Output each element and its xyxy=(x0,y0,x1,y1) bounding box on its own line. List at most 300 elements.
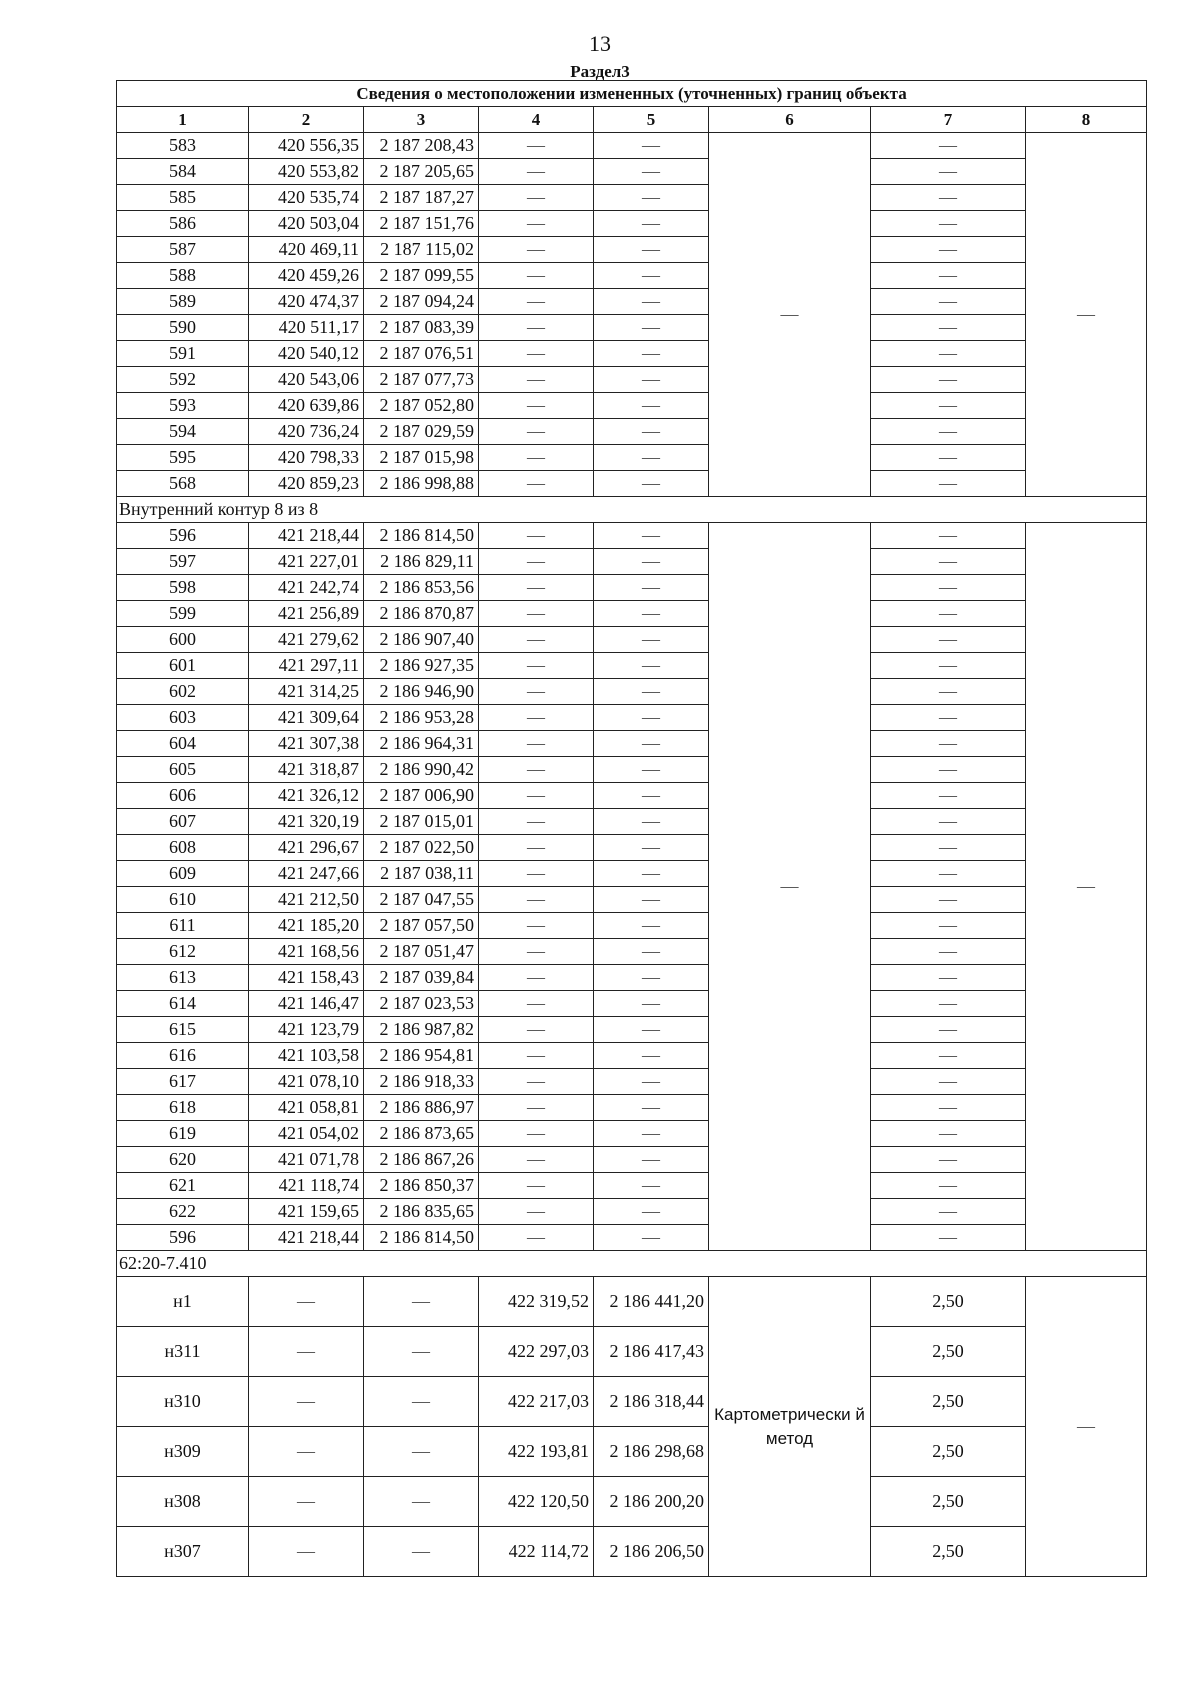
old-y-cell: — xyxy=(364,1527,479,1577)
point-id-cell: 606 xyxy=(117,783,249,809)
point-id-cell: 612 xyxy=(117,939,249,965)
new-x-cell: 422 193,81 xyxy=(479,1427,594,1477)
accuracy-cell: — xyxy=(871,185,1026,211)
new-x-cell: — xyxy=(479,289,594,315)
point-id-cell: 615 xyxy=(117,1017,249,1043)
new-y-cell: — xyxy=(594,965,709,991)
old-y-cell: — xyxy=(364,1477,479,1527)
accuracy-cell: — xyxy=(871,1225,1026,1251)
old-y-cell: 2 186 987,82 xyxy=(364,1017,479,1043)
old-y-cell: 2 187 099,55 xyxy=(364,263,479,289)
point-id-cell: 611 xyxy=(117,913,249,939)
old-y-cell: 2 187 015,98 xyxy=(364,445,479,471)
table-row xyxy=(117,1121,1147,1147)
table-row xyxy=(117,809,1147,835)
old-x-cell: 420 535,74 xyxy=(249,185,364,211)
old-y-cell: 2 187 151,76 xyxy=(364,211,479,237)
old-x-cell: 420 540,12 xyxy=(249,341,364,367)
contour-heading: 62:20-7.410 xyxy=(117,1251,1147,1277)
new-y-cell: — xyxy=(594,601,709,627)
new-x-cell: — xyxy=(479,575,594,601)
new-x-cell: — xyxy=(479,419,594,445)
method-cell: — xyxy=(709,133,871,497)
new-y-cell: 2 186 200,20 xyxy=(594,1477,709,1527)
point-id-cell: 608 xyxy=(117,835,249,861)
old-x-cell: 421 123,79 xyxy=(249,1017,364,1043)
point-id-cell: 613 xyxy=(117,965,249,991)
point-id-cell: 602 xyxy=(117,679,249,705)
new-x-cell: — xyxy=(479,445,594,471)
new-x-cell: — xyxy=(479,1121,594,1147)
old-x-cell: 421 297,11 xyxy=(249,653,364,679)
table-row xyxy=(117,861,1147,887)
table-row xyxy=(117,1095,1147,1121)
table-row xyxy=(117,289,1147,315)
old-x-cell: 421 103,58 xyxy=(249,1043,364,1069)
old-y-cell: — xyxy=(364,1377,479,1427)
table-row xyxy=(117,965,1147,991)
old-y-cell: 2 186 946,90 xyxy=(364,679,479,705)
old-y-cell: 2 186 990,42 xyxy=(364,757,479,783)
table-row xyxy=(117,1043,1147,1069)
old-x-cell: 420 474,37 xyxy=(249,289,364,315)
old-y-cell: 2 186 853,56 xyxy=(364,575,479,601)
accuracy-cell: — xyxy=(871,1173,1026,1199)
old-y-cell: 2 186 814,50 xyxy=(364,1225,479,1251)
accuracy-cell: — xyxy=(871,835,1026,861)
new-y-cell: — xyxy=(594,627,709,653)
old-y-cell: 2 186 964,31 xyxy=(364,731,479,757)
new-x-cell: — xyxy=(479,1095,594,1121)
table-row xyxy=(117,653,1147,679)
old-x-cell: 421 314,25 xyxy=(249,679,364,705)
new-y-cell: — xyxy=(594,757,709,783)
new-y-cell: — xyxy=(594,913,709,939)
old-y-cell: — xyxy=(364,1427,479,1477)
point-id-cell: 604 xyxy=(117,731,249,757)
old-x-cell: 421 247,66 xyxy=(249,861,364,887)
section-heading-row xyxy=(117,1251,1147,1277)
point-id-cell: 585 xyxy=(117,185,249,211)
point-id-cell: 589 xyxy=(117,289,249,315)
table-row xyxy=(117,1377,1147,1427)
table-row xyxy=(117,575,1147,601)
new-y-cell: — xyxy=(594,185,709,211)
accuracy-cell: — xyxy=(871,133,1026,159)
new-y-cell: — xyxy=(594,237,709,263)
old-x-cell: 420 511,17 xyxy=(249,315,364,341)
accuracy-cell: — xyxy=(871,393,1026,419)
new-y-cell: — xyxy=(594,393,709,419)
table-row xyxy=(117,315,1147,341)
point-id-cell: 620 xyxy=(117,1147,249,1173)
accuracy-cell: — xyxy=(871,315,1026,341)
accuracy-cell: — xyxy=(871,549,1026,575)
table-row xyxy=(117,601,1147,627)
description-cell: — xyxy=(1026,523,1147,1251)
point-id-cell: 595 xyxy=(117,445,249,471)
point-id-cell: 586 xyxy=(117,211,249,237)
table-row xyxy=(117,471,1147,497)
table-title: Сведения о местоположении измененных (уточненных) границ объекта xyxy=(117,81,1147,107)
new-x-cell: 422 217,03 xyxy=(479,1377,594,1427)
old-x-cell: 421 168,56 xyxy=(249,939,364,965)
old-y-cell: 2 186 918,33 xyxy=(364,1069,479,1095)
description-cell: — xyxy=(1026,133,1147,497)
new-y-cell: — xyxy=(594,133,709,159)
old-x-cell: 421 218,44 xyxy=(249,1225,364,1251)
old-x-cell: 421 118,74 xyxy=(249,1173,364,1199)
old-x-cell: 420 556,35 xyxy=(249,133,364,159)
accuracy-cell: — xyxy=(871,627,1026,653)
accuracy-cell: — xyxy=(871,913,1026,939)
old-y-cell: 2 187 047,55 xyxy=(364,887,479,913)
old-x-cell: — xyxy=(249,1327,364,1377)
column-header: 4 xyxy=(479,107,594,133)
old-y-cell: — xyxy=(364,1327,479,1377)
new-y-cell: — xyxy=(594,1225,709,1251)
accuracy-cell: — xyxy=(871,1121,1026,1147)
header-row xyxy=(117,107,1147,133)
old-y-cell: 2 186 954,81 xyxy=(364,1043,479,1069)
point-id-cell: 593 xyxy=(117,393,249,419)
point-id-cell: 603 xyxy=(117,705,249,731)
new-y-cell: — xyxy=(594,341,709,367)
point-id-cell: 614 xyxy=(117,991,249,1017)
new-x-cell: — xyxy=(479,653,594,679)
old-x-cell: 421 309,64 xyxy=(249,705,364,731)
accuracy-cell: — xyxy=(871,783,1026,809)
accuracy-cell: 2,50 xyxy=(871,1427,1026,1477)
description-cell: — xyxy=(1026,1277,1147,1577)
column-header: 8 xyxy=(1026,107,1147,133)
table-row xyxy=(117,939,1147,965)
table-row xyxy=(117,835,1147,861)
old-y-cell: 2 186 953,28 xyxy=(364,705,479,731)
table-row xyxy=(117,1277,1147,1327)
point-id-cell: 597 xyxy=(117,549,249,575)
table-row xyxy=(117,237,1147,263)
accuracy-cell: — xyxy=(871,289,1026,315)
table-row xyxy=(117,211,1147,237)
method-cell: Картометрически й метод xyxy=(709,1277,871,1577)
new-y-cell: — xyxy=(594,1173,709,1199)
old-y-cell: 2 186 835,65 xyxy=(364,1199,479,1225)
table-row xyxy=(117,1225,1147,1251)
point-id-cell: 622 xyxy=(117,1199,249,1225)
table-row xyxy=(117,783,1147,809)
new-y-cell: — xyxy=(594,653,709,679)
boundary-table xyxy=(116,80,1147,1577)
new-x-cell: — xyxy=(479,809,594,835)
new-y-cell: — xyxy=(594,419,709,445)
point-id-cell: 609 xyxy=(117,861,249,887)
old-x-cell: 420 639,86 xyxy=(249,393,364,419)
table-row xyxy=(117,393,1147,419)
accuracy-cell: — xyxy=(871,991,1026,1017)
point-id-cell: 584 xyxy=(117,159,249,185)
new-x-cell: — xyxy=(479,367,594,393)
new-x-cell: — xyxy=(479,471,594,497)
new-x-cell: — xyxy=(479,783,594,809)
old-y-cell: 2 187 015,01 xyxy=(364,809,479,835)
new-x-cell: — xyxy=(479,315,594,341)
new-y-cell: — xyxy=(594,211,709,237)
old-x-cell: 421 279,62 xyxy=(249,627,364,653)
table-row xyxy=(117,627,1147,653)
old-x-cell: 420 459,26 xyxy=(249,263,364,289)
accuracy-cell: — xyxy=(871,575,1026,601)
point-id-cell: 599 xyxy=(117,601,249,627)
table-row xyxy=(117,1477,1147,1527)
old-y-cell: 2 186 850,37 xyxy=(364,1173,479,1199)
new-y-cell: — xyxy=(594,1017,709,1043)
new-y-cell: — xyxy=(594,549,709,575)
old-x-cell: 421 326,12 xyxy=(249,783,364,809)
new-x-cell: — xyxy=(479,965,594,991)
accuracy-cell: — xyxy=(871,263,1026,289)
new-y-cell: 2 186 206,50 xyxy=(594,1527,709,1577)
accuracy-cell: — xyxy=(871,939,1026,965)
new-y-cell: — xyxy=(594,1069,709,1095)
old-x-cell: 421 185,20 xyxy=(249,913,364,939)
table-row xyxy=(117,991,1147,1017)
old-y-cell: 2 187 039,84 xyxy=(364,965,479,991)
new-x-cell: — xyxy=(479,159,594,185)
new-y-cell: — xyxy=(594,471,709,497)
accuracy-cell: 2,50 xyxy=(871,1527,1026,1577)
new-y-cell: — xyxy=(594,705,709,731)
new-y-cell: — xyxy=(594,1147,709,1173)
old-y-cell: 2 187 057,50 xyxy=(364,913,479,939)
column-header: 3 xyxy=(364,107,479,133)
old-y-cell: 2 186 870,87 xyxy=(364,601,479,627)
table-row xyxy=(117,1173,1147,1199)
old-y-cell: 2 187 077,73 xyxy=(364,367,479,393)
new-x-cell: 422 120,50 xyxy=(479,1477,594,1527)
section-heading-row xyxy=(117,497,1147,523)
point-id-cell: 596 xyxy=(117,523,249,549)
accuracy-cell: — xyxy=(871,965,1026,991)
new-x-cell: — xyxy=(479,991,594,1017)
accuracy-cell: — xyxy=(871,1147,1026,1173)
new-x-cell: — xyxy=(479,237,594,263)
accuracy-cell: — xyxy=(871,211,1026,237)
column-header: 5 xyxy=(594,107,709,133)
table-body xyxy=(117,81,1147,1577)
old-y-cell: 2 187 115,02 xyxy=(364,237,479,263)
table-row xyxy=(117,523,1147,549)
accuracy-cell: — xyxy=(871,653,1026,679)
old-x-cell: — xyxy=(249,1477,364,1527)
old-y-cell: — xyxy=(364,1277,479,1327)
new-y-cell: — xyxy=(594,731,709,757)
new-y-cell: — xyxy=(594,1095,709,1121)
table-row xyxy=(117,1147,1147,1173)
point-id-cell: н308 xyxy=(117,1477,249,1527)
new-y-cell: — xyxy=(594,835,709,861)
table-row xyxy=(117,549,1147,575)
new-y-cell: — xyxy=(594,445,709,471)
column-header: 6 xyxy=(709,107,871,133)
old-y-cell: 2 187 052,80 xyxy=(364,393,479,419)
new-x-cell: — xyxy=(479,211,594,237)
new-y-cell: — xyxy=(594,783,709,809)
point-id-cell: н310 xyxy=(117,1377,249,1427)
point-id-cell: 618 xyxy=(117,1095,249,1121)
new-x-cell: — xyxy=(479,1017,594,1043)
point-id-cell: 610 xyxy=(117,887,249,913)
new-y-cell: 2 186 318,44 xyxy=(594,1377,709,1427)
new-y-cell: — xyxy=(594,575,709,601)
old-y-cell: 2 187 006,90 xyxy=(364,783,479,809)
old-x-cell: 420 469,11 xyxy=(249,237,364,263)
column-header: 1 xyxy=(117,107,249,133)
point-id-cell: 616 xyxy=(117,1043,249,1069)
old-x-cell: 421 227,01 xyxy=(249,549,364,575)
page-number: 13 xyxy=(589,31,611,56)
old-x-cell: 421 307,38 xyxy=(249,731,364,757)
accuracy-cell: — xyxy=(871,471,1026,497)
point-id-cell: 591 xyxy=(117,341,249,367)
point-id-cell: 588 xyxy=(117,263,249,289)
column-header: 7 xyxy=(871,107,1026,133)
old-y-cell: 2 187 208,43 xyxy=(364,133,479,159)
new-x-cell: — xyxy=(479,679,594,705)
accuracy-cell: — xyxy=(871,757,1026,783)
point-id-cell: 598 xyxy=(117,575,249,601)
method-cell: — xyxy=(709,523,871,1251)
old-y-cell: 2 187 205,65 xyxy=(364,159,479,185)
old-x-cell: 421 078,10 xyxy=(249,1069,364,1095)
new-y-cell: — xyxy=(594,861,709,887)
new-x-cell: — xyxy=(479,1043,594,1069)
new-y-cell: — xyxy=(594,263,709,289)
accuracy-cell: — xyxy=(871,1043,1026,1069)
new-x-cell: 422 114,72 xyxy=(479,1527,594,1577)
accuracy-cell: — xyxy=(871,1069,1026,1095)
new-x-cell: — xyxy=(479,341,594,367)
new-y-cell: — xyxy=(594,289,709,315)
table-row xyxy=(117,679,1147,705)
point-id-cell: 617 xyxy=(117,1069,249,1095)
accuracy-cell: 2,50 xyxy=(871,1477,1026,1527)
new-x-cell: — xyxy=(479,393,594,419)
old-y-cell: 2 186 907,40 xyxy=(364,627,479,653)
table-row xyxy=(117,341,1147,367)
old-y-cell: 2 187 029,59 xyxy=(364,419,479,445)
point-id-cell: 605 xyxy=(117,757,249,783)
table-row xyxy=(117,159,1147,185)
new-x-cell: — xyxy=(479,1147,594,1173)
old-x-cell: 420 503,04 xyxy=(249,211,364,237)
table-row xyxy=(117,757,1147,783)
accuracy-cell: — xyxy=(871,419,1026,445)
old-x-cell: 421 296,67 xyxy=(249,835,364,861)
table-row xyxy=(117,367,1147,393)
table-row xyxy=(117,133,1147,159)
old-x-cell: 421 146,47 xyxy=(249,991,364,1017)
column-header: 2 xyxy=(249,107,364,133)
old-x-cell: 421 320,19 xyxy=(249,809,364,835)
new-x-cell: — xyxy=(479,1225,594,1251)
new-x-cell: — xyxy=(479,1069,594,1095)
new-y-cell: — xyxy=(594,809,709,835)
old-y-cell: 2 187 023,53 xyxy=(364,991,479,1017)
table-row xyxy=(117,419,1147,445)
accuracy-cell: — xyxy=(871,809,1026,835)
new-x-cell: — xyxy=(479,523,594,549)
old-x-cell: 421 159,65 xyxy=(249,1199,364,1225)
new-y-cell: — xyxy=(594,523,709,549)
old-x-cell: — xyxy=(249,1427,364,1477)
contour-heading: Внутренний контур 8 из 8 xyxy=(117,497,1147,523)
old-x-cell: 420 859,23 xyxy=(249,471,364,497)
old-y-cell: 2 187 187,27 xyxy=(364,185,479,211)
point-id-cell: н1 xyxy=(117,1277,249,1327)
point-id-cell: н309 xyxy=(117,1427,249,1477)
table-row xyxy=(117,887,1147,913)
table-row xyxy=(117,1527,1147,1577)
point-id-cell: 600 xyxy=(117,627,249,653)
table-row xyxy=(117,1199,1147,1225)
table-row xyxy=(117,913,1147,939)
new-x-cell: 422 297,03 xyxy=(479,1327,594,1377)
new-y-cell: — xyxy=(594,367,709,393)
accuracy-cell: — xyxy=(871,731,1026,757)
table-row xyxy=(117,1427,1147,1477)
old-x-cell: 421 256,89 xyxy=(249,601,364,627)
old-y-cell: 2 187 083,39 xyxy=(364,315,479,341)
point-id-cell: 596 xyxy=(117,1225,249,1251)
old-y-cell: 2 187 094,24 xyxy=(364,289,479,315)
old-x-cell: 421 318,87 xyxy=(249,757,364,783)
accuracy-cell: 2,50 xyxy=(871,1277,1026,1327)
new-y-cell: — xyxy=(594,1043,709,1069)
new-x-cell: — xyxy=(479,549,594,575)
old-y-cell: 2 186 814,50 xyxy=(364,523,479,549)
old-x-cell: 420 553,82 xyxy=(249,159,364,185)
new-x-cell: — xyxy=(479,835,594,861)
old-x-cell: 421 058,81 xyxy=(249,1095,364,1121)
new-y-cell: — xyxy=(594,991,709,1017)
old-x-cell: 421 054,02 xyxy=(249,1121,364,1147)
table-row xyxy=(117,185,1147,211)
table-row xyxy=(117,1017,1147,1043)
section-label: Раздел3 xyxy=(570,62,630,81)
old-x-cell: — xyxy=(249,1527,364,1577)
old-x-cell: 421 212,50 xyxy=(249,887,364,913)
new-x-cell: — xyxy=(479,887,594,913)
old-y-cell: 2 187 022,50 xyxy=(364,835,479,861)
accuracy-cell: — xyxy=(871,679,1026,705)
old-y-cell: 2 186 867,26 xyxy=(364,1147,479,1173)
new-x-cell: — xyxy=(479,939,594,965)
new-y-cell: — xyxy=(594,679,709,705)
accuracy-cell: — xyxy=(871,159,1026,185)
accuracy-cell: — xyxy=(871,1017,1026,1043)
new-y-cell: 2 186 417,43 xyxy=(594,1327,709,1377)
old-x-cell: 421 242,74 xyxy=(249,575,364,601)
new-y-cell: — xyxy=(594,315,709,341)
point-id-cell: 619 xyxy=(117,1121,249,1147)
accuracy-cell: — xyxy=(871,367,1026,393)
new-y-cell: — xyxy=(594,1121,709,1147)
accuracy-cell: — xyxy=(871,1199,1026,1225)
old-x-cell: 421 071,78 xyxy=(249,1147,364,1173)
accuracy-cell: — xyxy=(871,445,1026,471)
new-x-cell: — xyxy=(479,1173,594,1199)
